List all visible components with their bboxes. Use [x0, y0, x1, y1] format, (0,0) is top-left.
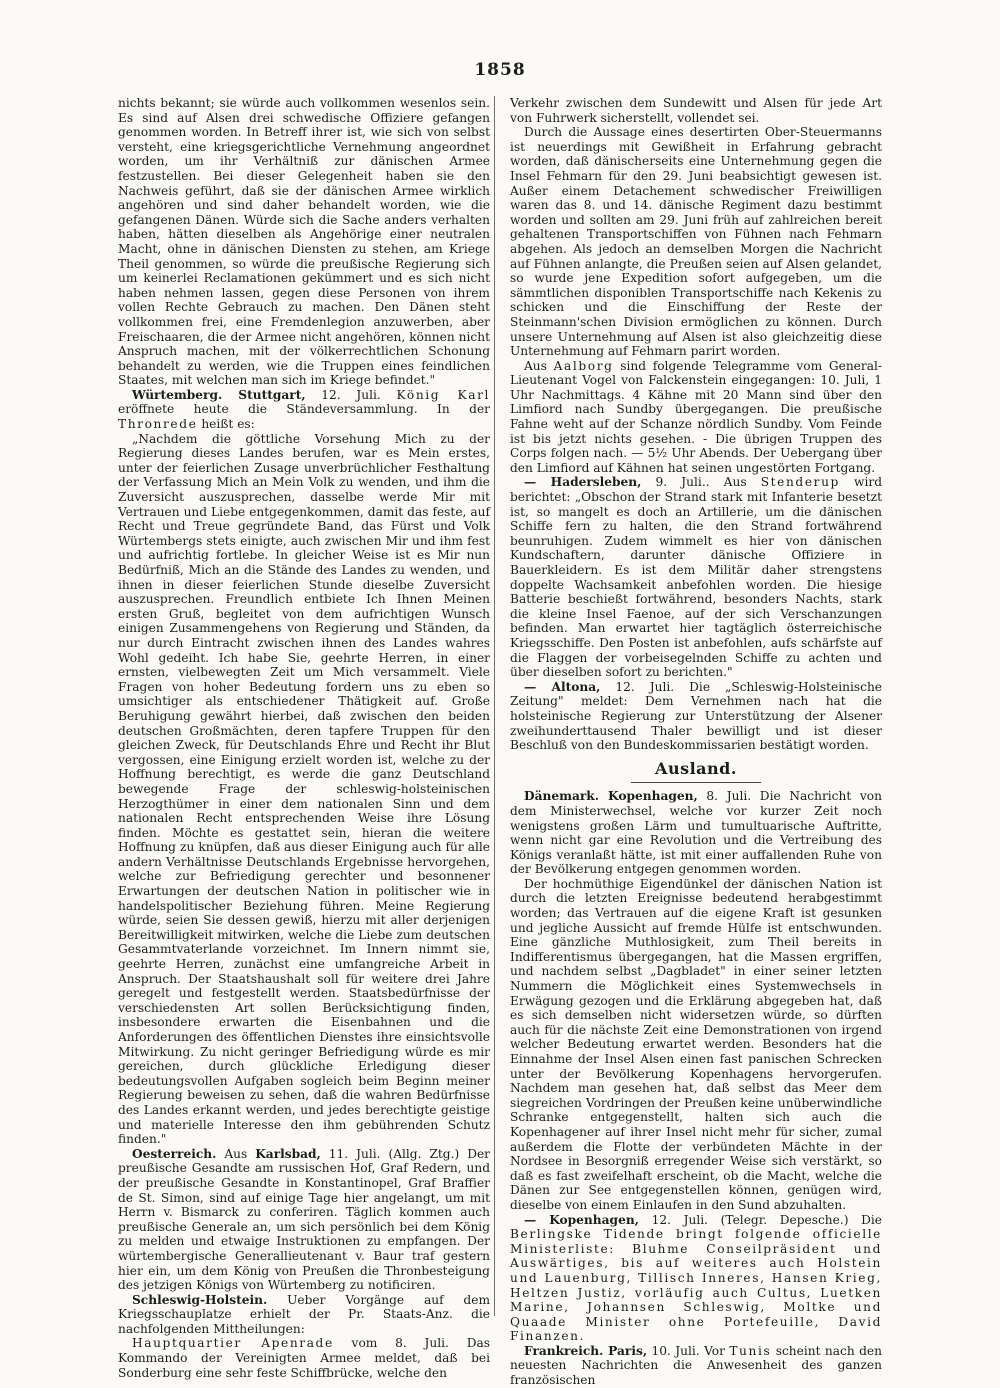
paragraph-aalborg: Aus Aalborg sind folgende Telegramme vom General-Lieutenant Vogel von Falckenstein eingegangen: 10. Juli, 1 Uhr Nachmittags. 4 Kähne mit 20 Mann sind über den Limfiord nach Sundby übergegangen. Die preußische Fahne weht auf der Schanze nördlich Sundby. Vom Feinde ist bis jetzt nichts gesehen. - Die übrigen Truppen des Corps folgen nach. — 5½ Uhr Abends. Der Uebergang über den Limfiord auf Kähnen hat seinen ungestörten Fortgang. — [510, 358, 882, 475]
paragraph-fehmarn: Durch die Aussage eines desertirten Ober-Steuermanns ist neuerdings mit Gewißheit in Erfahrung gebracht worden, daß dänischerseits eine Unternehmung gegen die Insel Fehmarn für den 29. Juni beabsichtigt gewesen ist. Außer einem Detachement schwedischer Freiwilligen waren das 8. und 14. dänische Regiment dazu bestimmt worden und sollten am 29. Juni früh auf zahlreichen bereit gehaltenen Transportschiffen von Fühnen nach Fehmarn abgehen. Als jedoch an demselben Morgen die Nachricht auf Fühnen anlangte, die Preußen seien auf Alsen gelandet, so wurde jene Expedition sofort aufgegeben, um die sämmtlichen disponiblen Transportschiffe nach Kekenis zu schicken und die Einschiffung der Reste der Steinmann'schen Division ermöglichen zu können. Durch unsere Unternehmung auf Alsen ist also gleichzeitig diese Unternehmung auf Fehmarn parirt worden. — [510, 125, 882, 359]
paragraph-kopenhagen-telegram: — Kopenhagen, 12. Juli. (Telegr. Depesche.) Die Berlingske Tidende bringt folgende officielle Ministerliste: Bluhme Conseilpräsident und Auswärtiges, bis auf weiteres auch Holstein und Lauenburg, Tillisch Inneres, Hansen Krieg, Heltzen Justiz, vorläufig auch Cultus, Luetken Marine, Johannsen Schleswig, Moltke und Quaade Minister ohne Portefeuille, David Finanzen. — [510, 1212, 882, 1344]
column-rule — [494, 96, 495, 1316]
paragraph-wuertemberg: Würtemberg. Stuttgart, 12. Juli. König Karl eröffnete heute die Ständeversammlung. In der Thronrede heißt es: — [118, 387, 490, 432]
section-lead: Schleswig-Holstein. — [132, 1292, 268, 1307]
right-column — [510, 96, 882, 1388]
page-number: 1858 — [474, 60, 526, 80]
paragraph: Verkehr zwischen dem Sundewitt und Alsen für jede Art von Fuhrwerk sicherstellt, vollendet sei. — [510, 96, 882, 125]
paragraph-nation: Der hochmüthige Eigendünkel der dänischen Nation ist durch die letzten Ereignisse bedeutend herabgestimmt worden; das Vertrauen auf die eigene Kraft ist gesunken und jegliche Aussicht auf fremde Hülfe ist entschwunden. Eine gänzliche Muthlosigkeit, zum Theil bereits in Indifferentismus übergegangen, hat die Massen ergriffen, und nachdem selbst „Dagbladet" in einer seiner letzten Nummern die Möglichkeit eines Systemwechsels in Erwägung gezogen und die Erklärung abgegeben hat, daß es sich demselben nicht widersetzen würde, so dürften auch für die nächste Zeit eine Demonstrationen von irgend welcher Bedeutung erwartet werden. Besonders hat die Einnahme der Insel Alsen einen fast panischen Schrecken unter der Bevölkerung Kopenhagens hervorgerufen. Nachdem man gesehen hat, daß selbst das Meer dem siegreichen Vordringen der Preußen keine unüberwindliche Schranke entgegenstellt, halten sich auch die Kopenhagener auf ihrer Insel nicht mehr für sicher, zumal außerdem die Flotte der verbündeten Mächte in der Nordsee in Besorgniß erregender Weise sich verstärkt, so daß es fast zweifelhaft erscheint, ob die Macht, welche die Dänen zur See entgegenstellen können, genügen wird, dieselbe von einem Einlaufen in den Sund abzuhalten. — [510, 876, 882, 1212]
left-column — [118, 96, 490, 1380]
paragraph-hauptquartier: Hauptquartier Apenrade vom 8. Juli. Das Kommando der Vereinigten Armee meldet, daß bei Sonderburg eine sehr feste Schiffbrücke, welche den — [118, 1336, 490, 1380]
section-lead: Frankreich. Paris, — [524, 1343, 648, 1358]
section-lead: — Hadersleben, — [524, 475, 642, 490]
section-lead: Dänemark. Kopenhagen, — [524, 789, 698, 804]
section-lead: — Altona, — [524, 679, 601, 694]
paragraph-thronrede: „Nachdem die göttliche Vorsehung Mich zu der Regierung dieses Landes berufen, war es Mein erstes, unter der feierlichen Zusage unverbrüchlicher Festhaltung der Verfassung Mich an Mein Volk zu wenden, und ihm die Zuversicht auszusprechen, dasselbe werde Mir mit Vertrauen und Liebe entgegenkommen, damit das feste, auf Recht und Treue gegründete Band, das Fürst und Volk Würtembergs stets einigte, auch zwischen Mir und ihm fest und aufrichtig fortlebe. In gleicher Weise ist es Mir nun Bedürfniß, Mich an die Stände des Landes zu wenden, und ihnen in dieser feierlichen Stunde dieselbe Zuversicht auszusprechen. Freundlich entbiete Ich Ihnen Meinen ersten Gruß, begleitet von dem aufrichtigen Wunsch einigen Zusammengehens von Regierung und Ständen, da nur durch Eintracht zwischen ihnen des Landes wahres Wohl gedeiht. Ich habe Sie, geehrte Herren, in einer ernsten, vielbewegten Zeit um Mich versammelt. Viele Fragen von hoher Bedeutung fordern uns zu eben so umsichtiger als entschiedener Thätigkeit auf. Große Beruhigung gewährt hierbei, daß zwischen den beiden deutschen Großmächten, deren tapfere Truppen für den gleichen Zweck, für Deutschlands Ehre und Recht ihr Blut vergossen, eine Einigung erzielt worden ist, welche zu der Hoffnung berechtigt, es werde die ganz Deutschland bewegende Frage der schleswig-holsteinischen Herzogthümer in einer dem nationalen Sinn und dem nationalen Recht entsprechenden Weise ihre Lösung finden. Möchte es gestattet sein, hieran die weitere Hoffnung zu knüpfen, daß aus dieser Einigung auch für alle andern Verhältnisse Deutschlands Ergebnisse hervorgehen, welche zur Befriedigung gerechter und besonnener Erwartungen der deutschen Nation in politischer wie in handelspolitischer Beziehung führen. Meine Regierung würde, seien Sie dessen gewiß, hierzu mit aller derjenigen Bereitwilligkeit mitwirken, welche die Liebe zum deutschen Gesammtvaterlande vorzeichnet. Im Innern nimmt sie, geehrte Herren, zunächst eine umfangreiche Arbeit in Anspruch. Der Staatshaushalt soll für weitere drei Jahre geregelt und festgestellt werden. Staatsbedürfnisse der verschiedensten Art sollen Berücksichtigung finden, insbesondere erwarten die Eisenbahnen und die Anforderungen des öffentlichen Dienstes ihre einsichtsvolle Mitwirkung. Zu nicht geringer Befriedigung würde es mir gereichen, durch glückliche Erledigung dieser bedeutungsvollen Aufgaben sogleich beim Beginn meiner Regierung beweisen zu sehen, daß die wahren Bedürfnisse des Landes erkannt werden, und jedes berechtigte geistige und materielle Interesse den ihm gebührenden Schutz finden." — [118, 431, 490, 1147]
paragraph-hadersleben: — Hadersleben, 9. Juli.. Aus Stenderup wird berichtet: „Obschon der Strand stark mit Infanterie besetzt ist, so mangelt es doch an Artillerie, um die dänischen Schiffe fern zu halten, die den Strand fortwährend beunruhigen. Zudem wimmelt es hier von dänischen Kundschaftern, darunter dänische Offiziere in Bauerkleidern. Es ist dem Militär daher strengstens doppelte Wachsamkeit anbefohlen worden. Die hiesige Batterie beschießt fortwährend, besonders Nachts, stark die kleine Insel Faenoe, auf der sich Verschanzungen befinden. Man erwartet hier tagtäglich österreichische Kriegsschiffe. Den Posten ist anbefohlen, aufs schärfste auf die Flaggen der vorbeisegelnden Schiffe zu achten und über dieselben sofort zu berichten." — [510, 475, 882, 680]
paragraph-oesterreich: Oesterreich. Aus Karlsbad, 11. Juli. (Allg. Ztg.) Der preußische Gesandte am russischen Hof, Graf Redern, und der preußische Gesandte in Konstantinopel, Graf Braffier de St. Simon, sind auf einige Tage hier angelangt, um mit Herrn v. Bismarck zu conferiren. Täglich kommen auch preußische Generale an, um sich persönlich bei dem König zu melden und etwaige Instruktionen zu empfangen. Der würtembergische Generallieutenant v. Baur traf gestern hier ein, um dem König von Preußen die Thronbesteigung des jetzigen Königs von Würtemberg zu notificiren. — [118, 1146, 491, 1293]
section-lead: Oesterreich. — [132, 1146, 217, 1161]
section-heading-ausland: Ausland. — [510, 762, 882, 784]
paragraph: nichts bekannt; sie würde auch vollkommen wesenlos sein. Es sind auf Alsen drei schwedische Offiziere gefangen genommen worden. In Betreff ihrer ist, wie sich von selbst versteht, eine kriegsgerichtliche Vernehmung angeordnet worden, um ihr Verhältniß zur dänischen Armee festzustellen. Bei dieser Gelegenheit haben sie den Nachweis geführt, daß sie der dänischen Armee wirklich angehören und sind daher behandelt worden, wie die gefangenen Dänen. Würde sich die Sache anders verhalten haben, hätten dieselben als Angehörige einer neutralen Macht, ohne in dänischen Diensten zu stehen, am Kriege Theil genommen, so würde die preußische Regierung sich um keinerlei Reclamationen gekümmert und es sich nicht haben nehmen lassen, gegen diese Personen von ihrem vollen Rechte Gebrauch zu machen. Den Dänen steht vollkommen frei, eine Fremdenlegion anzuwerben, aber Freischaaren, die der Armee nicht angehören, können nicht Anspruch machen, mit der völkerrechtlichen Schonung behandelt zu werden, wie die Truppen eines feindlichen Staates, mit welchen man sich im Kriege befindet." — [118, 96, 490, 388]
heading-rule — [631, 782, 761, 783]
paragraph-schleswig-holstein: Schleswig-Holstein. Ueber Vorgänge auf dem Kriegsschauplatze erhielt der Pr. Staats-Anz. die nachfolgenden Mittheilungen: — [118, 1292, 490, 1336]
section-lead: Würtemberg. Stuttgart, — [132, 387, 306, 402]
section-lead: — Kopenhagen, — [524, 1212, 639, 1227]
paragraph-daenemark: Dänemark. Kopenhagen, 8. Juli. Die Nachricht von dem Ministerwechsel, welche vor kurzer Zeit noch wenigstens großen Lärm und tumultuarische Auftritte, wenn nicht gar eine Revolution und die Vertreibung des Königs veranlaßt hätte, ist mit einer auffallenden Ruhe von der Bevölkerung entgegen genommen worden. — [510, 789, 882, 877]
paragraph-altona: — Altona, 12. Juli. Die „Schleswig-Holsteinische Zeitung" meldet: Dem Vernehmen nach hat die holsteinische Regierung zur Unterstützung der Alsener zweihunderttausend Thaler bewilligt und ist dieser Beschluß von den Bundeskommissarien bestätigt worden. — [510, 679, 883, 753]
paragraph-frankreich: Frankreich. Paris, 10. Juli. Vor Tunis scheint nach den neuesten Nachrichten die Anwesenheit des ganzen französischen — [510, 1343, 882, 1388]
